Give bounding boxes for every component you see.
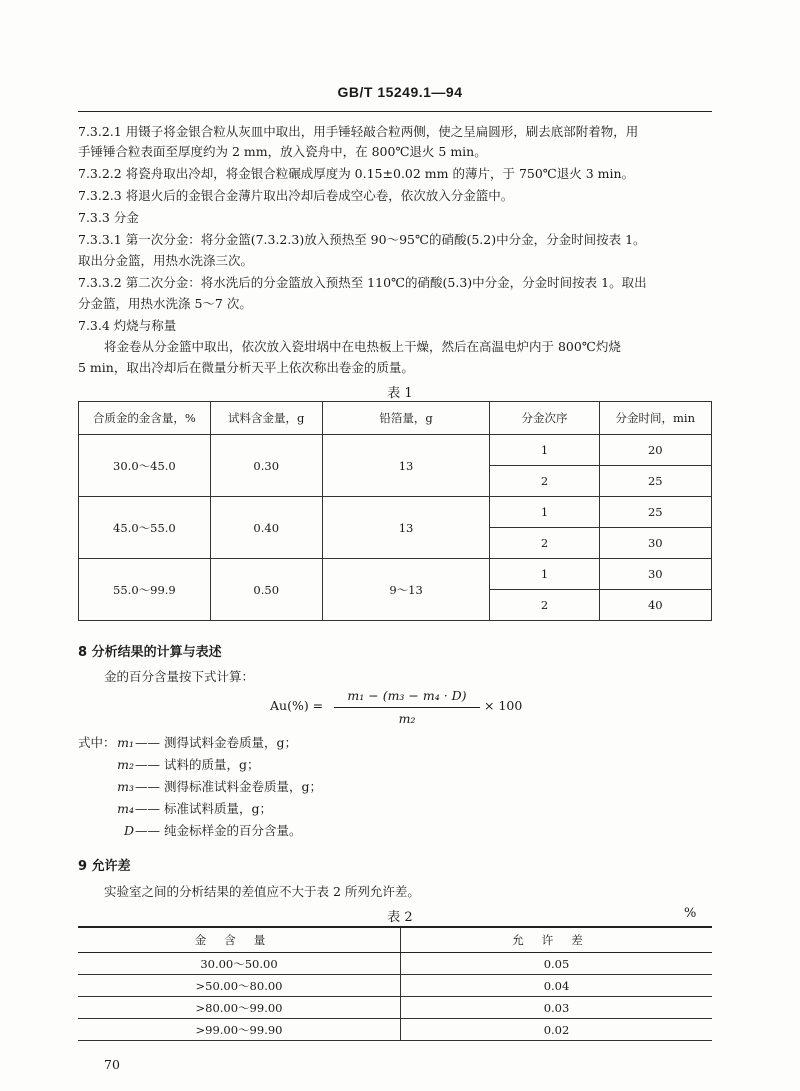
formula-tail: × 100 <box>484 698 523 713</box>
def-symbol: D <box>123 823 134 838</box>
table-row <box>78 997 712 1019</box>
header-rule <box>78 111 712 112</box>
section-9-title: 9 允许差 <box>78 859 131 874</box>
def-symbol: m₄ <box>117 801 134 816</box>
table2-header-row <box>78 927 712 953</box>
parting-order-cell: 2 <box>490 528 599 559</box>
gold-range-cell: 30.00～50.00 <box>78 953 401 975</box>
table2-unit: % <box>684 906 697 921</box>
table1-header: 试料含金量，g <box>210 402 322 435</box>
parting-time-cell: 30 <box>599 559 711 590</box>
table-row <box>78 1019 712 1041</box>
gold-content-cell: 55.0～99.9 <box>79 559 211 621</box>
def-text: —— 试料的质量，g； <box>135 757 260 772</box>
parting-time-cell: 25 <box>599 466 711 497</box>
para-7-3-3-2-line2: 分金篮，用热水洗涤 5～7 次。 <box>78 296 252 311</box>
def-text: —— 测得试料金卷质量，g； <box>135 735 297 750</box>
page-number: 70 <box>104 1057 120 1072</box>
para-7-3-2-1-line2: 手锤锤合粒表面至厚度约为 2 mm，放入瓷舟中，在 800℃退火 5 min。 <box>78 144 487 159</box>
tolerance-cell: 0.04 <box>401 975 713 997</box>
heading-7-3-3: 7.3.3 分金 <box>78 210 139 225</box>
table1-header: 合质金的金含量，% <box>79 402 211 435</box>
para-7-3-2-2: 7.3.2.2 将瓷舟取出冷却，将金银合粒碾成厚度为 0.15±0.02 mm 的薄片，于 750℃退火 3 min。 <box>78 166 635 181</box>
sample-gold-cell: 0.50 <box>210 559 322 621</box>
parting-order-cell: 1 <box>490 435 599 466</box>
section-8-title: 8 分析结果的计算与表述 <box>78 645 222 660</box>
table-row <box>79 497 712 528</box>
numerator-text: m₁ − (m₃ − m₄ · D) <box>347 688 467 703</box>
table-row <box>79 559 712 590</box>
table-row <box>79 435 712 466</box>
parting-time-cell: 25 <box>599 497 711 528</box>
table1 <box>78 401 712 621</box>
table1-header: 分金次序 <box>490 402 599 435</box>
tolerance-cell: 0.02 <box>401 1019 713 1041</box>
heading-7-3-4: 7.3.4 灼烧与称量 <box>78 318 177 333</box>
fraction-bar <box>334 707 480 708</box>
formula-denominator <box>334 711 480 726</box>
para-7-3-4-line1: 将金卷从分金篮中取出，依次放入瓷坩埚中在电热板上干燥，然后在高温电炉内于 800℃灼烧 <box>104 339 621 354</box>
gold-content-cell: 45.0～55.0 <box>79 497 211 559</box>
table1-caption: 表 1 <box>387 386 413 401</box>
parting-time-cell: 40 <box>599 590 711 621</box>
standard-code-header: GB/T 15249.1—94 <box>337 84 463 100</box>
table-row <box>78 975 712 997</box>
def-symbol: m₃ <box>117 779 134 794</box>
gold-content-cell: 30.0～45.0 <box>79 435 211 497</box>
parting-order-cell: 2 <box>490 466 599 497</box>
parting-order-cell: 1 <box>490 559 599 590</box>
def-symbol: m₂ <box>117 757 134 772</box>
lead-foil-cell: 13 <box>322 497 490 559</box>
parting-order-cell: 1 <box>490 497 599 528</box>
table2-caption: 表 2 <box>387 910 413 925</box>
para-7-3-3-2-line1: 7.3.3.2 第二次分金：将水洗后的分金篮放入预热至 110℃的硝酸(5.3)中分金，分金时间按表 1。取出 <box>78 275 647 290</box>
para-7-3-2-1-line1: 7.3.2.1 用镊子将金银合粒从灰皿中取出，用手锤轻敲合粒两侧，使之呈扁圆形，刷去底部附着物，用 <box>78 124 639 139</box>
section-8-intro: 金的百分含量按下式计算： <box>104 669 255 684</box>
table1-header: 分金时间，min <box>599 402 711 435</box>
tolerance-cell: 0.05 <box>401 953 713 975</box>
formula-numerator <box>334 688 480 703</box>
tolerance-cell: 0.03 <box>401 997 713 1019</box>
table1-header: 铅箔量，g <box>322 402 490 435</box>
para-7-3-3-1-line2: 取出分金篮，用热水洗涤三次。 <box>78 253 254 268</box>
table2-header: 金含量 <box>78 927 401 953</box>
def-text: —— 纯金标样金的百分含量。 <box>135 823 302 838</box>
table2-header: 允许差 <box>401 927 713 953</box>
denominator-text: m₂ <box>398 711 416 726</box>
lead-foil-cell: 13 <box>322 435 490 497</box>
section-9-intro: 实验室之间的分析结果的差值应不大于表 2 所列允许差。 <box>104 884 420 899</box>
footer-rule <box>78 1040 712 1041</box>
gold-range-cell: >50.00～80.00 <box>78 975 401 997</box>
table1-header-row <box>79 402 712 435</box>
parting-order-cell: 2 <box>490 590 599 621</box>
para-7-3-3-1-line1: 7.3.3.1 第一次分金：将分金篮(7.3.2.3)放入预热至 90～95℃的硝酸(5.2)中分金，分金时间按表 1。 <box>78 232 646 247</box>
table-row <box>78 953 712 975</box>
gold-range-cell: >99.00～99.90 <box>78 1019 401 1041</box>
sample-gold-cell: 0.30 <box>210 435 322 497</box>
where-label: 式中： <box>78 735 116 750</box>
formula-lhs: Au(%) = <box>270 698 324 713</box>
parting-time-cell: 20 <box>599 435 711 466</box>
para-7-3-4-line2: 5 min，取出冷却后在微量分析天平上依次称出卷金的质量。 <box>78 360 414 375</box>
para-7-3-2-3: 7.3.2.3 将退火后的金银合金薄片取出冷却后卷成空心卷，依次放入分金篮中。 <box>78 188 514 203</box>
def-symbol: m₁ <box>117 735 134 750</box>
gold-range-cell: >80.00～99.00 <box>78 997 401 1019</box>
def-text: —— 标准试料质量，g； <box>135 801 272 816</box>
sample-gold-cell: 0.40 <box>210 497 322 559</box>
def-text: —— 测得标准试料金卷质量，g； <box>135 779 322 794</box>
table2 <box>78 926 712 1041</box>
lead-foil-cell: 9～13 <box>322 559 490 621</box>
parting-time-cell: 30 <box>599 528 711 559</box>
